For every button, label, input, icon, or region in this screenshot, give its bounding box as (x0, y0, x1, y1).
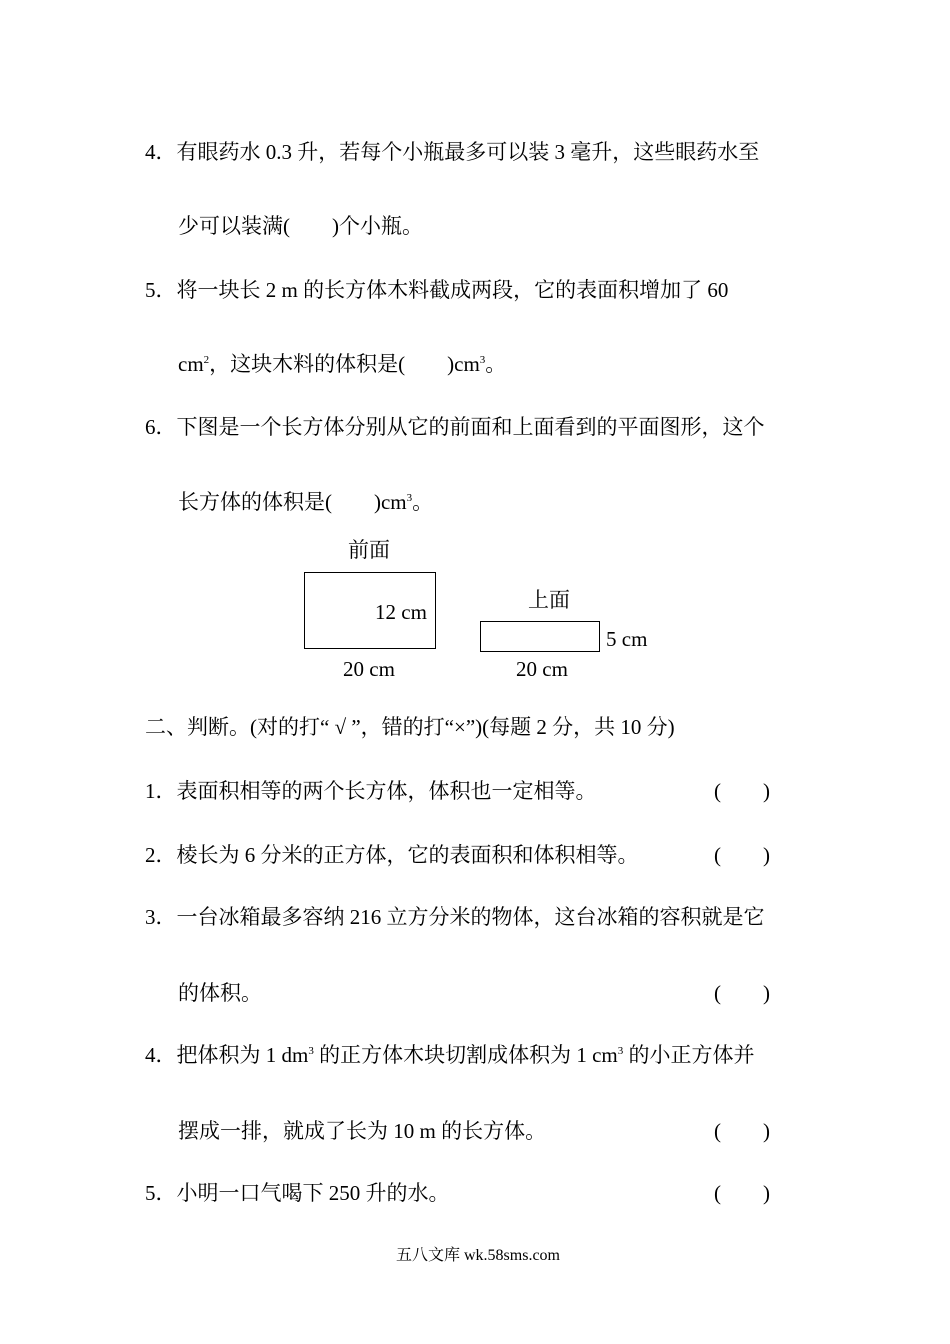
judge-item-3-text-line2: 的体积。 (178, 981, 262, 1005)
top-view-title: 上面 (528, 588, 570, 612)
judge-item-4-superscript-1: 3 (308, 1045, 314, 1057)
judge-item-4-text-line2: 摆成一排，就成了长为 10 m 的长方体。 (178, 1119, 547, 1143)
judge-item-4-text-c: 的小正方体并 (623, 1043, 755, 1067)
q6-period: 。 (412, 490, 434, 514)
judge-item-2-answer-blank[interactable]: ( ) (714, 843, 770, 867)
q5-line1 (145, 276, 728, 304)
q5-text-line1: 将一块长 2 m 的长方体木料截成两段，它的表面积增加了 60 (176, 278, 729, 302)
q5-superscript-2: 2 (203, 354, 210, 366)
top-view-width-label: 20 cm (516, 657, 568, 681)
judge-item-4-superscript-2: 3 (617, 1045, 624, 1057)
judge-item-3-text-line1: 一台冰箱最多容纳 216 立方分米的物体，这台冰箱的容积就是它 (176, 905, 765, 929)
q6-superscript-3: 3 (406, 492, 413, 504)
q6-text-line1: 下图是一个长方体分别从它的前面和上面看到的平面图形，这个 (176, 415, 765, 439)
judge-item-4-answer-blank[interactable]: ( ) (714, 1119, 770, 1143)
judge-item-4 (145, 1041, 755, 1069)
judge-item-1-answer-blank[interactable]: ( ) (714, 779, 770, 803)
judge-item-5-number: 5． (145, 1181, 177, 1205)
front-view-height-label: 12 cm (375, 600, 427, 624)
judge-item-2-text: 棱长为 6 分米的正方体，它的表面积和体积相等。 (176, 843, 639, 867)
judge-item-2 (145, 841, 639, 869)
q6-text-line2: 长方体的体积是( )cm (178, 490, 407, 514)
judge-item-2-number: 2． (145, 843, 177, 867)
judge-item-5 (145, 1179, 450, 1207)
q6-line1 (145, 413, 765, 441)
q5-number: 5． (145, 278, 177, 302)
q5-text-line2: ，这块木料的体积是( )cm (209, 352, 480, 376)
judge-item-5-answer-blank[interactable]: ( ) (714, 1181, 770, 1205)
judge-item-1-text: 表面积相等的两个长方体，体积也一定相等。 (176, 779, 597, 803)
judge-item-4-text-b: 的正方体木块切割成体积为 1 cm (313, 1043, 618, 1067)
judge-item-5-text: 小明一口气喝下 250 升的水。 (176, 1181, 450, 1205)
judge-item-4-text-a: 把体积为 1 dm (176, 1043, 309, 1067)
q5-unit-cm: cm (178, 352, 204, 376)
judge-item-3 (145, 903, 765, 931)
front-view-width-label: 20 cm (343, 657, 395, 681)
judge-item-3-number: 3． (145, 905, 177, 929)
top-view-rectangle (480, 621, 600, 652)
judge-item-4-number: 4． (145, 1043, 177, 1067)
footer-watermark: 五八文库 wk.58sms.com (396, 1247, 561, 1264)
judge-item-3-answer-blank[interactable]: ( ) (714, 981, 770, 1005)
q4-number: 4． (145, 140, 177, 164)
q4-line2: 少可以装满( )个小瓶。 (178, 214, 423, 238)
judge-item-1 (145, 777, 597, 805)
judge-item-1-number: 1． (145, 779, 177, 803)
front-view-title: 前面 (348, 538, 390, 562)
q4-text-line1: 有眼药水 0.3 升，若每个小瓶最多可以装 3 毫升，这些眼药水至 (176, 140, 760, 164)
top-view-depth-label: 5 cm (606, 627, 648, 651)
section2-heading: 二、判断。(对的打“ √ ”，错的打“×”)(每题 2 分，共 10 分) (145, 715, 675, 739)
q5-line2 (178, 350, 506, 378)
q5-period: 。 (485, 352, 507, 376)
q6-number: 6． (145, 415, 177, 439)
q5-superscript-3: 3 (479, 354, 486, 366)
q4-line1 (145, 138, 759, 166)
q6-line2 (178, 488, 433, 516)
